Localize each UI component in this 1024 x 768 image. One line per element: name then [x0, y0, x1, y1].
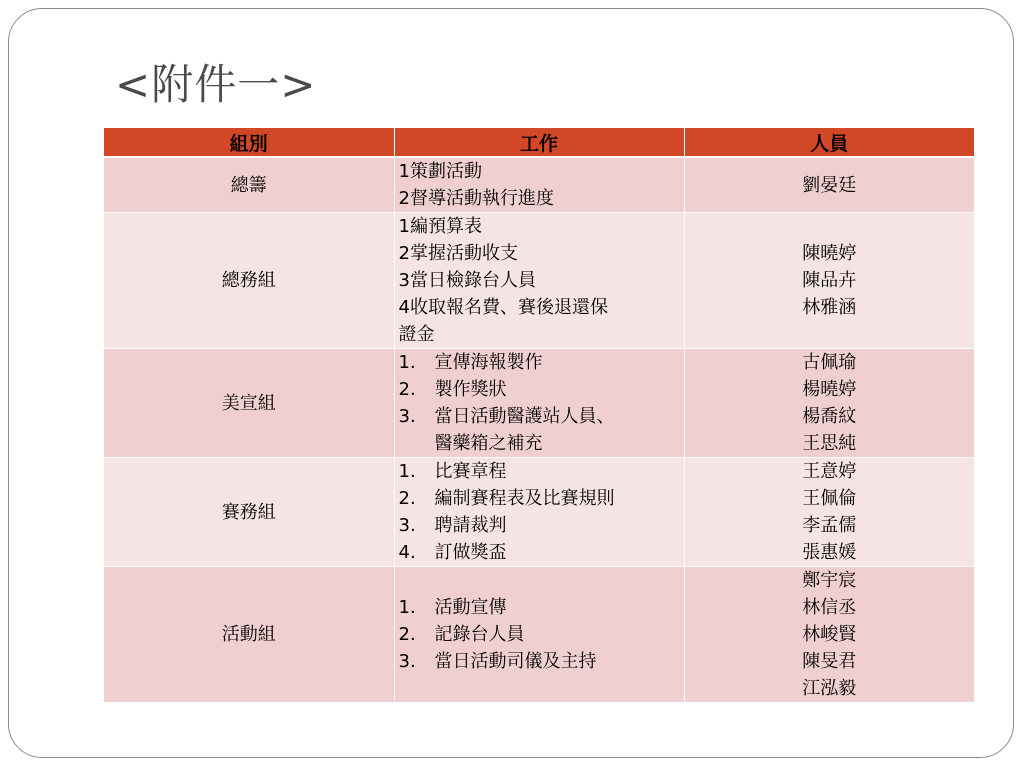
task-item: 1編預算表 — [398, 216, 482, 237]
task-text: 比賽章程 — [434, 461, 507, 482]
task-item — [399, 403, 680, 430]
people-cell — [684, 349, 974, 458]
people-cell — [684, 567, 974, 703]
person-name: 陳曉婷 — [802, 243, 857, 264]
person-name: 林峻賢 — [802, 624, 857, 645]
person-name: 李孟儒 — [802, 515, 857, 536]
table-header-row — [104, 128, 974, 157]
person-name: 王思純 — [802, 433, 857, 454]
task-item — [399, 512, 680, 539]
task-item — [399, 485, 680, 512]
task-text: 訂做獎盃 — [434, 542, 507, 563]
task-number: 3. — [398, 406, 416, 427]
task-item: 1策劃活動 — [398, 161, 482, 182]
task-item: 2督導活動執行進度 — [398, 188, 554, 209]
task-item — [399, 648, 680, 675]
task-text: 編制賽程表及比賽規則 — [434, 488, 615, 509]
task-number: 2. — [398, 379, 416, 400]
person-name: 王意婷 — [802, 461, 857, 482]
task-item — [399, 594, 680, 621]
task-item — [399, 349, 680, 376]
person-name: 鄭宇宸 — [802, 570, 857, 591]
person-name: 古佩瑜 — [802, 352, 857, 373]
person-name: 張惠媛 — [802, 542, 857, 563]
tasks-cell — [394, 213, 684, 349]
people-cell — [684, 213, 974, 349]
tasks-cell — [394, 157, 684, 213]
task-number: 1. — [398, 352, 416, 373]
group-cell: 活動組 — [104, 567, 394, 703]
table-row — [104, 567, 974, 703]
task-item — [399, 458, 680, 485]
task-text: 宣傳海報製作 — [434, 352, 543, 373]
people-cell — [684, 157, 974, 213]
task-number: 2. — [398, 624, 416, 645]
task-number: 4. — [398, 542, 416, 563]
person-name: 林信丞 — [802, 597, 857, 618]
task-item — [399, 539, 680, 566]
task-text: 活動宣傳 — [434, 597, 507, 618]
task-item — [399, 621, 680, 648]
task-item: 證金 — [398, 324, 435, 345]
person-name: 江泓毅 — [802, 678, 857, 699]
table-row — [104, 458, 974, 567]
person-name: 楊喬紋 — [802, 406, 857, 427]
person-name: 劉晏廷 — [802, 174, 857, 196]
slide-title: <附件一> — [115, 60, 317, 109]
table-row — [104, 157, 974, 213]
task-text: 當日活動司儀及主持 — [434, 651, 597, 672]
table-row — [104, 349, 974, 458]
group-cell: 總務組 — [104, 213, 394, 349]
task-item: 3當日檢錄台人員 — [398, 270, 536, 291]
table-row — [104, 213, 974, 349]
group-cell: 美宣組 — [104, 349, 394, 458]
header-group: 組別 — [104, 128, 394, 157]
people-cell — [684, 458, 974, 567]
person-name: 王佩倫 — [802, 488, 857, 509]
task-text: 當日活動醫護站人員、 — [434, 406, 615, 427]
assignment-table — [104, 128, 974, 703]
task-item: 2掌握活動收支 — [398, 243, 518, 264]
task-number: 2. — [398, 488, 416, 509]
header-tasks: 工作 — [394, 128, 684, 157]
task-item: 4收取報名費、賽後退還保 — [398, 297, 608, 318]
person-name: 陳品卉 — [802, 270, 857, 291]
tasks-cell — [394, 567, 684, 703]
task-text: 製作獎狀 — [434, 379, 507, 400]
task-item — [399, 430, 680, 457]
group-cell: 賽務組 — [104, 458, 394, 567]
header-people: 人員 — [684, 128, 974, 157]
person-name: 楊曉婷 — [802, 379, 857, 400]
task-number: 1. — [398, 461, 416, 482]
tasks-cell — [394, 458, 684, 567]
person-name: 林雅涵 — [802, 297, 857, 318]
task-number: 3. — [398, 515, 416, 536]
task-text: 聘請裁判 — [434, 515, 507, 536]
task-number: 1. — [398, 597, 416, 618]
task-text: 醫藥箱之補充 — [434, 433, 543, 454]
task-text: 記錄台人員 — [434, 624, 525, 645]
group-cell: 總籌 — [104, 157, 394, 213]
task-item — [399, 376, 680, 403]
person-name: 陳旻君 — [802, 651, 857, 672]
tasks-cell — [394, 349, 684, 458]
task-number: 3. — [398, 651, 416, 672]
